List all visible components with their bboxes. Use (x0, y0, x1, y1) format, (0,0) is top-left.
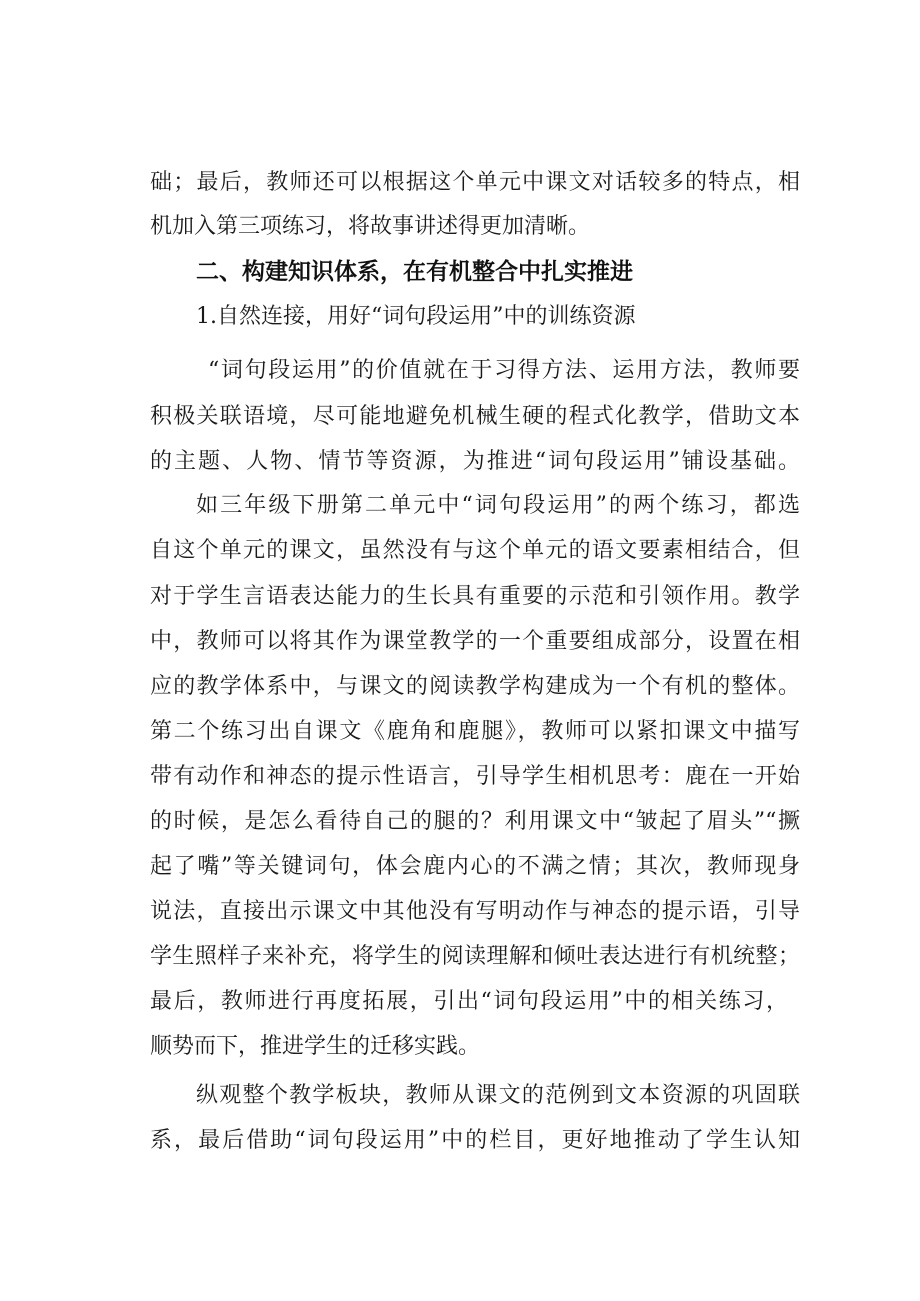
paragraph-2-line-5: 应的教学体系中，与课文的阅读教学构建成为一个有机的整体。 (150, 674, 800, 699)
paragraph-2-line-1: 如三年级下册第二单元中“词句段运用”的两个练习，都选 (196, 493, 800, 518)
paragraph-2-line-9: 起了嘴”等关键词句，体会鹿内心的不满之情；其次，教师现身 (150, 854, 800, 879)
paragraph-2-line-4: 中，教师可以将其作为课堂教学的一个重要组成部分，设置在相 (150, 629, 800, 654)
carry-line-2: 机加入第三项练习，将故事讲述得更加清晰。 (150, 214, 591, 239)
paragraph-2-line-6: 第二个练习出自课文《鹿角和鹿腿》，教师可以紧扣课文中描写 (150, 719, 800, 744)
paragraph-2-line-3: 对于学生言语表达能力的生长具有重要的示范和引领作用。教学 (150, 584, 800, 609)
paragraph-2-line-7: 带有动作和神态的提示性语言，引导学生相机思考：鹿在一开始 (150, 764, 800, 789)
carry-line-1: 础；最后，教师还可以根据这个单元中课文对话较多的特点，相 (150, 170, 800, 195)
paragraph-3-line-1: 纵观整个教学板块，教师从课文的范例到文本资源的巩固联 (196, 1083, 800, 1108)
paragraph-2-line-2: 自这个单元的课文，虽然没有与这个单元的语文要素相结合，但 (150, 538, 800, 563)
paragraph-3-line-2: 系，最后借助“词句段运用”中的栏目，更好地推动了学生认知 (150, 1128, 800, 1153)
paragraph-2-line-10: 说法，直接出示课文中其他没有写明动作与神态的提示语，引导 (150, 899, 800, 924)
paragraph-1-line-3: 的主题、人物、情节等资源，为推进“词句段运用”铺设基础。 (150, 449, 800, 474)
paragraph-2-line-12: 最后，教师进行再度拓展，引出“词句段运用”中的相关练习， (150, 989, 788, 1014)
paragraph-2-line-13: 顺势而下，推进学生的迁移实践。 (150, 1034, 481, 1059)
paragraph-1-line-2: 积极关联语境，尽可能地避免机械生硬的程式化教学，借助文本 (150, 404, 800, 429)
subsection-heading: 1.自然连接，用好“词句段运用”中的训练资源 (196, 304, 636, 329)
section-heading: 二、构建知识体系，在有机整合中扎实推进 (196, 259, 633, 285)
paragraph-2-line-8: 的时候，是怎么看待自己的腿的？利用课文中“皱起了眉头”“撅 (150, 809, 800, 834)
paragraph-1-line-1: “词句段运用”的价值就在于习得方法、运用方法，教师要 (208, 358, 800, 383)
paragraph-2-line-11: 学生照样子来补充，将学生的阅读理解和倾吐表达进行有机统整； (150, 944, 800, 969)
